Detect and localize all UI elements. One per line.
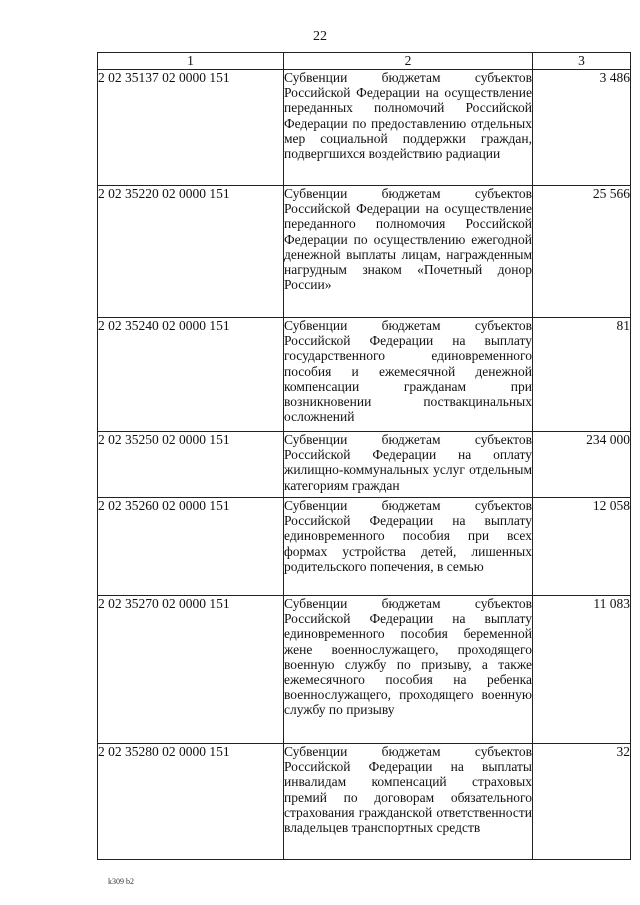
row-code: 2 02 35260 02 0000 151 bbox=[98, 498, 284, 596]
table-row bbox=[98, 318, 631, 432]
row-code: 2 02 35270 02 0000 151 bbox=[98, 596, 284, 744]
row-description: Субвенции бюджетам субъектов Российской Федерации на выплату единовременного пособия при всех формах устройства детей, лишенных родительского попечения, в семью bbox=[284, 498, 533, 596]
row-description: Субвенции бюджетам субъектов Российской Федерации на выплаты инвалидам компенсаций страховых премий по договорам обязательного страхования гражданской ответственности владельцев транспортных средств bbox=[284, 744, 533, 860]
row-description: Субвенции бюджетам субъектов Российской Федерации на оплату жилищно-коммунальных услуг отдельным категориям граждан bbox=[284, 432, 533, 498]
row-code: 2 02 35280 02 0000 151 bbox=[98, 744, 284, 860]
row-amount: 25 566 bbox=[533, 186, 631, 318]
table-row bbox=[98, 744, 631, 860]
page-number: 22 bbox=[313, 29, 327, 44]
table-row bbox=[98, 498, 631, 596]
row-amount: 234 000 bbox=[533, 432, 631, 498]
row-code: 2 02 35220 02 0000 151 bbox=[98, 186, 284, 318]
row-description: Субвенции бюджетам субъектов Российской Федерации на осуществление переданных полномочий Российской Федерации по предоставлению отдельных мер социальной поддержки граждан, подвергшихся воздействию радиации bbox=[284, 70, 533, 186]
row-amount: 11 083 bbox=[533, 596, 631, 744]
column-header-1: 1 bbox=[98, 53, 284, 70]
row-code: 2 02 35250 02 0000 151 bbox=[98, 432, 284, 498]
table-header-row bbox=[98, 53, 631, 70]
budget-table bbox=[97, 52, 631, 860]
footer-document-code: k309 b2 bbox=[108, 877, 134, 886]
row-description: Субвенции бюджетам субъектов Российской Федерации на осуществление переданного полномочия Российской Федерации по осуществлению ежегодной денежной выплаты лицам, награжденным нагрудным знаком «Почетный донор России» bbox=[284, 186, 533, 318]
row-amount: 32 bbox=[533, 744, 631, 860]
table-row bbox=[98, 596, 631, 744]
table-row bbox=[98, 432, 631, 498]
table-row bbox=[98, 70, 631, 186]
row-description: Субвенции бюджетам субъектов Российской Федерации на выплату единовременного пособия беременной жене военнослужащего, проходящего военную службу по призыву, а также ежемесячного пособия на ребенка военнослужащего, проходящего военную службу по призыву bbox=[284, 596, 533, 744]
row-description: Субвенции бюджетам субъектов Российской Федерации на выплату государственного единовременного пособия и ежемесячной денежной компенсации гражданам при возникновении поствакцинальных осложнений bbox=[284, 318, 533, 432]
row-code: 2 02 35240 02 0000 151 bbox=[98, 318, 284, 432]
row-amount: 12 058 bbox=[533, 498, 631, 596]
column-header-3: 3 bbox=[533, 53, 631, 70]
column-header-2: 2 bbox=[284, 53, 533, 70]
row-amount: 3 486 bbox=[533, 70, 631, 186]
table-row bbox=[98, 186, 631, 318]
row-code: 2 02 35137 02 0000 151 bbox=[98, 70, 284, 186]
row-amount: 81 bbox=[533, 318, 631, 432]
